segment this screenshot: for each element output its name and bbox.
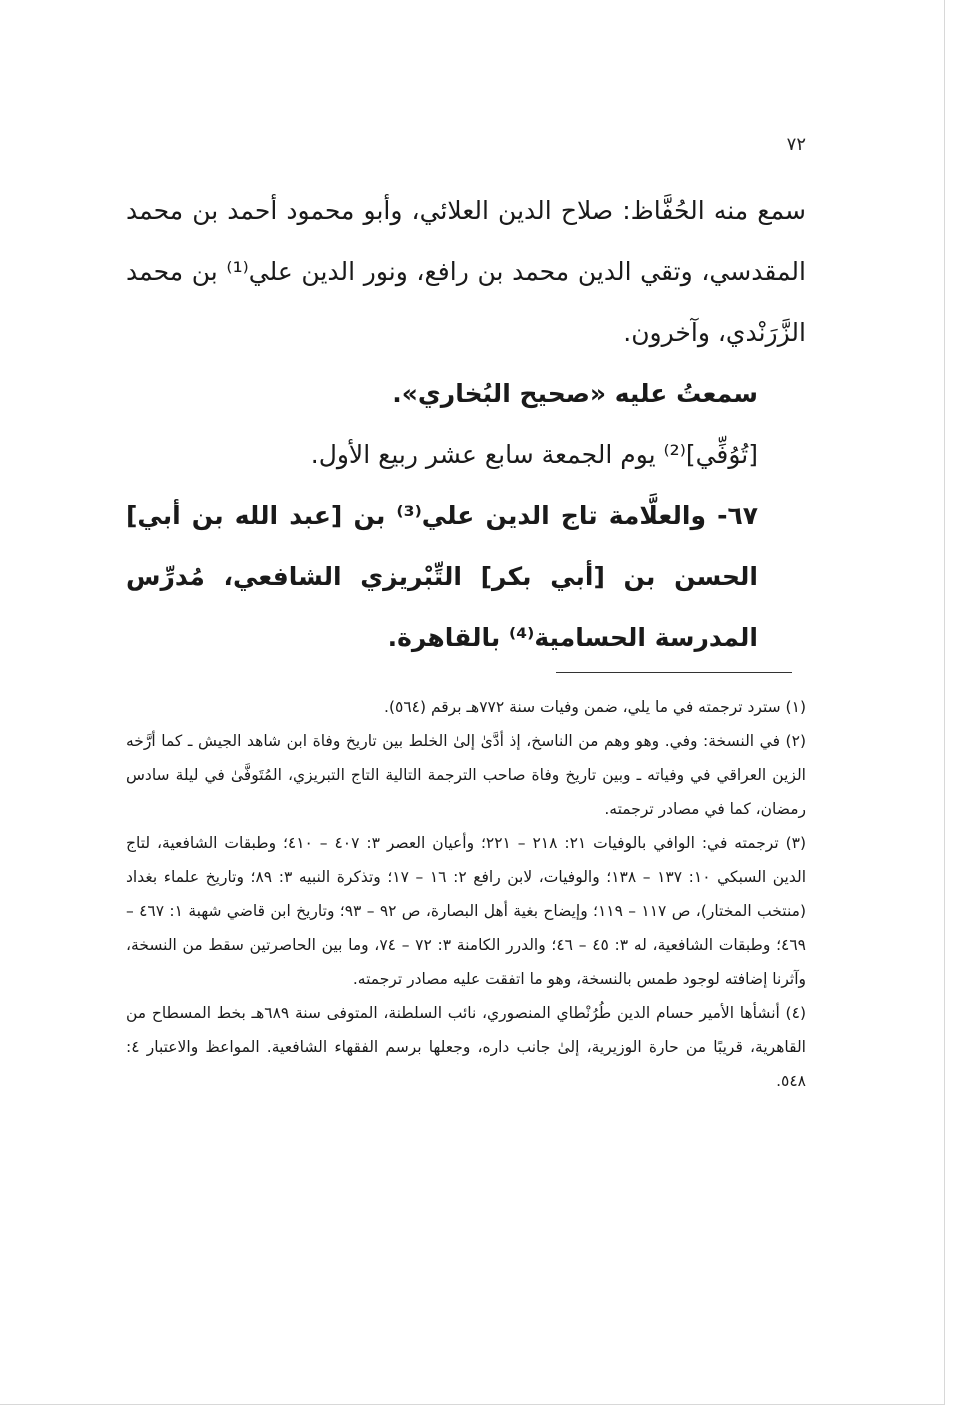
footnote-divider — [556, 672, 792, 673]
paragraph-death: [تُوُفِّي]⁽²⁾ يوم الجمعة سابع عشر ربيع الأول. — [310, 440, 758, 469]
paragraph-entry-67: ٦٧- والعلَّامة تاج الدين علي⁽³⁾ بن [عبد الله بن أبي] الحسن بن [أبي بكر] التِّبْريزي الشافعي، مُدرِّس المدرسة الحسامية⁽⁴⁾ بالقاهرة. — [126, 501, 758, 652]
paragraph-heard: سمعتُ عليه «صحيح البُخاري». — [392, 379, 758, 408]
footnote-4: (٤) أنشأها الأمير حسام الدين طُرُنْطاي المنصوري، نائب السلطنة، المتوفى سنة ٦٨٩هـ بخط المسطاح من القاهرية، قريبًا من حارة الوزيرية، إلىٰ جانب داره، وجعلها برسم الفقهاء الشافعية. المواعظ والاعتبار ٤: ٥٤٨. — [126, 1004, 807, 1090]
paragraph-listeners: سمع منه الحُفَّاظ: صلاح الدين العلائي، وأبو محمود أحمد بن محمد المقدسي، وتقي الدين محمد بن رافع، ونور الدين علي⁽¹⁾ بن محمد الزَّرَنْدي، وآخرون. — [126, 196, 806, 347]
page-number: ٧٢ — [786, 134, 806, 155]
footnote-2: (٢) في النسخة: وفي. وهو وهم من الناسخ، إذ أدَّىٰ إلىٰ الخلط بين تاريخ وفاة ابن شاهد الجيش ـ كما أرَّخه الزين العراقي في وفياته ـ وبين تاريخ وفاة صاحب الترجمة التالية التاج التبريزي، المُتَوفَّىٰ في ليلة سادس رمضان، كما في مصادر ترجمته. — [126, 732, 806, 818]
footnotes — [126, 690, 806, 1098]
main-text — [126, 180, 806, 668]
footnote-3: (٣) ترجمته في: الوافي بالوفيات ٢١: ٢١٨ – ٢٢١؛ وأعيان العصر ٣: ٤٠٧ – ٤١٠؛ وطبقات الشافعية، لتاج الدين السبكي ١٠: ١٣٧ – ١٣٨؛ والوفيات، لابن رافع ٢: ١٦ – ١٧؛ وتذكرة النبيه ٣: ٨٩؛ وتاريخ علماء بغداد (منتخب المختار)، ص ١١٧ – ١١٩؛ وإيضاح بغية أهل البصارة، ص ٩٢ – ٩٣؛ وتاريخ ابن قاضي شهبة ١: ٤٦٧ – ٤٦٩؛ وطبقات الشافعية، له ٣: ٤٥ – ٤٦؛ والدرر الكامنة ٣: ٧٢ – ٧٤، وما بين الحاصرتين سقط من النسخة، وآثرنا إضافته لوجود طمس بالنسخة، وهو ما اتفقت عليه مصادر ترجمته. — [126, 834, 807, 988]
footnote-1: (١) سترد ترجمته في ما يلي، ضمن وفيات سنة ٧٧٢هـ برقم (٥٦٤). — [384, 698, 806, 716]
